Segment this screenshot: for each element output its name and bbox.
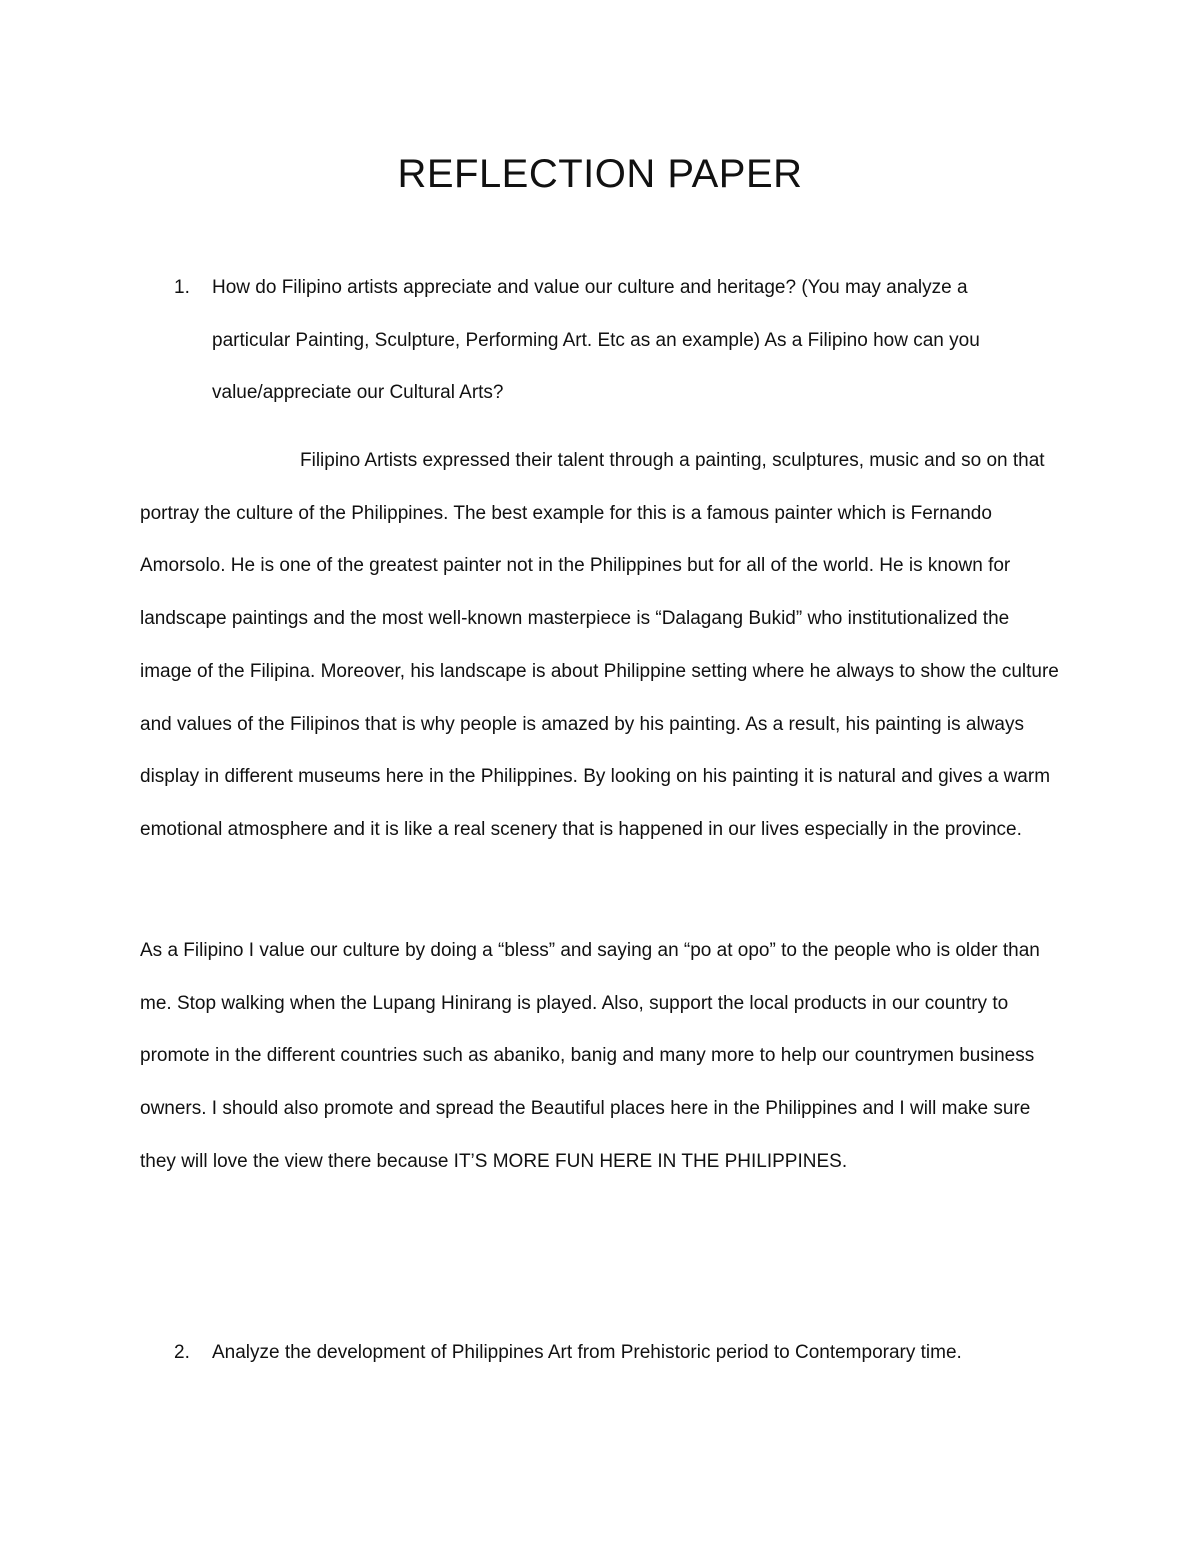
question-number: 2.: [174, 1342, 190, 1363]
question-1: [140, 262, 1060, 420]
question-number: 1.: [174, 277, 190, 298]
answer-paragraph-1: Filipino Artists expressed their talent through a painting, sculptures, music and so on that portray the culture of the Philippines. The best example for this is a famous painter which is Fernando Amorsolo. He is one of the greatest painter not in the Philippines but for all of the world. He is known for landscape paintings and the most well-known masterpiece is “Dalagang Bukid” who institutionalized the image of the Filipina. Moreover, his landscape is about Philippine setting where he always to show the culture and values of the Filipinos that is why people is amazed by his painting. As a result, his painting is always display in different museums here in the Philippines. By looking on his painting it is natural and gives a warm emotional atmosphere and it is like a real scenery that is happened in our lives especially in the province.: [140, 450, 1059, 840]
answer-paragraph-2: As a Filipino I value our culture by doing a “bless” and saying an “po at opo” to the people who is older than me. Stop walking when the Lupang Hinirang is played. Also, support the local products in our country to promote in the different countries such as abaniko, banig and many more to help our countrymen business owners. I should also promote and spread the Beautiful places here in the Philippines and I will make sure they will love the view there because IT’S MORE FUN HERE IN THE PHILIPPINES.: [140, 940, 1040, 1172]
question-text: How do Filipino artists appreciate and value our culture and heritage? (You may analyze a particular Painting, Sculpture, Performing Art. Etc as an example) As a Filipino how can you value/appreciate our Cultural Arts?: [212, 277, 980, 404]
page-title: REFLECTION PAPER: [397, 152, 803, 196]
question-2: [140, 1327, 1060, 1380]
question-text: Analyze the development of Philippines Art from Prehistoric period to Contemporary time.: [212, 1342, 962, 1363]
